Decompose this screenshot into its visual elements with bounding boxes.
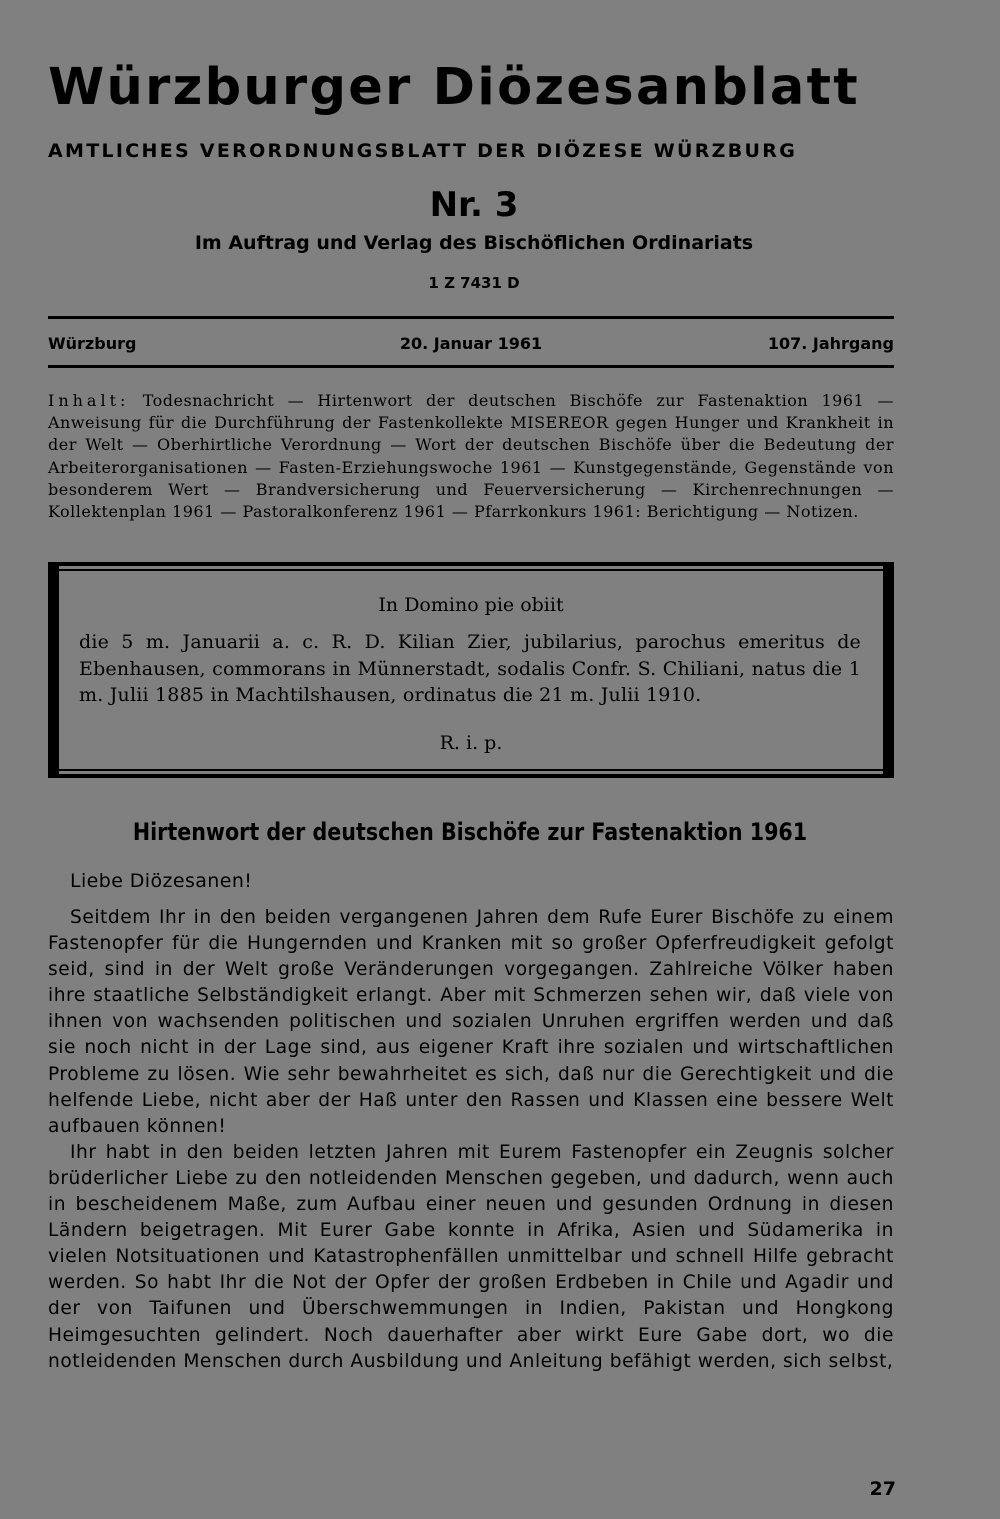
obituary-box	[48, 562, 894, 778]
dateline-top-rule	[48, 316, 894, 319]
article-salutation: Liebe Diözesanen!	[70, 870, 253, 892]
article-paragraph: Seitdem Ihr in den beiden vergangenen Jahren dem Rufe Eurer Bischöfe zu einem Fastenopfer für die Hungernden und Kranken mit so großer Opferfreudigkeit gefolgt seid, sind in der Welt große Veränderungen vorgegangen. Zahlreiche Völker haben ihre staatliche Selbständigkeit erlangt. Aber mit Schmerzen sehen wir, daß viele von ihnen von wachsenden politischen und sozialen Unruhen ergriffen werden und daß sie noch nicht in der Lage sind, aus eigener Kraft ihre sozialen und wirtschaftlichen Probleme zu lösen. Wie sehr bewahrheitet es sich, daß nur die Gerechtigkeit und die helfende Liebe, nicht aber der Haß unter den Rassen und Klassen eine bessere Welt aufbauen können!	[48, 907, 894, 1137]
obituary-inner-rule-bottom	[59, 769, 883, 771]
contents-text: Todesnachricht — Hirtenwort der deutschen Bischöfe zur Fastenaktion 1961 — Anweisung für die Durchführung der Fastenkollekte MISEREOR gegen Hunger und Krankheit in der Welt — Oberhirtliche Verordnung — Wort der deutschen Bischöfe über die Bedeutung der Arbeiterorganisationen — Fasten-Erziehungswoche 1961 — Kunstgegenstände, Gegenstände von besonderem Wert — Brandversicherung und Feuerversicherung — Kirchenrechnungen — Kollektenplan 1961 — Pastoralkonferenz 1961 — Pfarrkonkurs 1961: Berichtigung — Notizen.	[48, 391, 895, 522]
table-of-contents	[48, 390, 894, 523]
obituary-text: die 5 m. Januarii a. c. R. D. Kilian Zier, jubilarius, parochus emeritus de Ebenhausen, commorans in Münnerstadt, sodalis Confr. S. Chiliani, natus die 1 m. Julii 1885 in Machtilshausen, ordinatus die 21 m. Julii 1910.	[79, 631, 861, 706]
dateline-date: 20. Januar 1961	[399, 334, 543, 353]
masthead-title: Würzburger Diözesanblatt	[48, 58, 860, 117]
postal-code: 1 Z 7431 D	[428, 274, 520, 292]
obituary-heading: In Domino pie obiit	[378, 594, 564, 616]
publisher-line: Im Auftrag und Verlag des Bischöflichen Ordinariats	[194, 232, 754, 254]
page-number: 27	[869, 1478, 896, 1500]
article-title: Hirtenwort der deutschen Bischöfe zur Fastenaktion 1961	[132, 818, 808, 846]
article-body	[48, 905, 894, 1375]
dateline-place: Würzburg	[48, 334, 137, 353]
article-paragraph: Ihr habt in den beiden letzten Jahren mit Eurem Fastenopfer ein Zeugnis solcher brüderlicher Liebe zu den notleidenden Menschen gegeben, und dadurch, wenn auch in bescheidenem Maße, zum Aufbau einer neuen und gesunden Ordnung in diesen Ländern beigetragen. Mit Eurer Gabe konnte in Afrika, Asien und Südamerika in vielen Notsituationen und Katastrophenfällen unmittelbar und schnell Hilfe gebracht werden. So habt Ihr die Not der Opfer der großen Erdbeben in Chile und Agadir und der von Taifunen und Überschwemmungen in Indien, Pakistan und Hongkong Heimgesuchten gelindert. Noch dauerhafter aber wirkt Eure Gabe dort, wo die notleidenden Menschen durch Ausbildung und Anleitung befähigt werden, sich selbst,	[48, 1141, 894, 1372]
obituary-inner-rule-top	[59, 569, 883, 571]
masthead-subtitle: AMTLICHES VERORDNUNGSBLATT DER DIÖZESE WÜRZBURG	[48, 140, 798, 162]
issue-number: Nr. 3	[429, 185, 519, 225]
dateline-bottom-rule	[48, 365, 894, 368]
obituary-closing: R. i. p.	[439, 732, 503, 754]
dateline	[48, 333, 894, 355]
dateline-volume: 107. Jahrgang	[767, 334, 894, 353]
contents-label: Inhalt:	[48, 391, 130, 410]
